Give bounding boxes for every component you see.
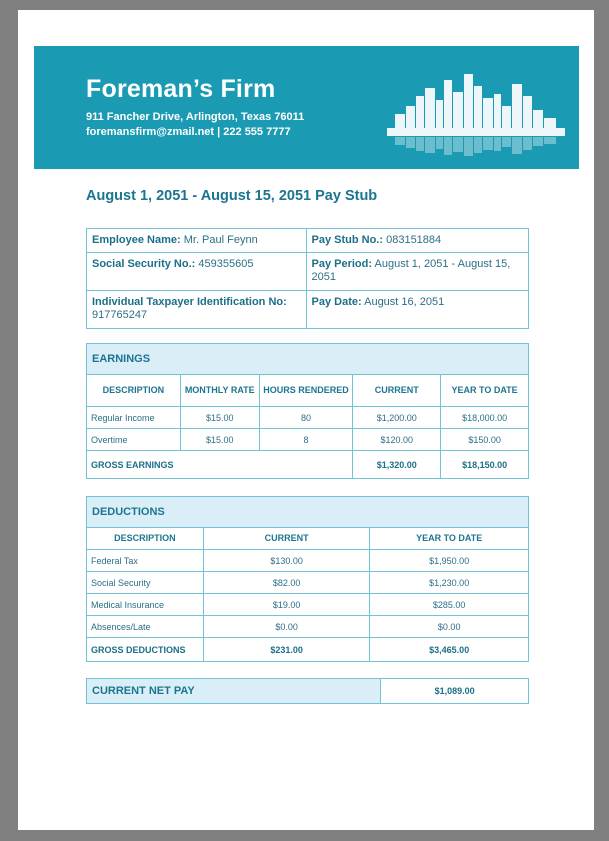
pay-stub-page xyxy=(18,10,594,830)
firm-address: 911 Fancher Drive, Arlington, Texas 76011 xyxy=(86,111,305,123)
pay-date-label: Pay Date: xyxy=(311,296,362,308)
earning-rate: $15.00 xyxy=(180,407,259,429)
employee-name-label: Employee Name: xyxy=(92,234,181,246)
gross-earnings-row xyxy=(87,451,529,479)
deduction-ytd: $1,950.00 xyxy=(370,550,529,572)
net-pay-table xyxy=(86,678,529,704)
net-pay-value: $1,089.00 xyxy=(381,679,529,704)
ssn-label: Social Security No.: xyxy=(92,258,196,270)
table-row xyxy=(87,550,529,572)
deduction-ytd: $285.00 xyxy=(370,594,529,616)
table-row xyxy=(87,616,529,638)
firm-name: Foreman’s Firm xyxy=(86,75,276,103)
city-skyline-icon xyxy=(387,66,565,156)
earnings-col-description: DESCRIPTION xyxy=(87,375,181,407)
pay-period-label: Pay Period: xyxy=(311,258,373,270)
employee-name-value: Mr. Paul Feynn xyxy=(183,234,258,246)
earning-ytd: $18,000.00 xyxy=(441,407,529,429)
earning-hours: 8 xyxy=(259,429,353,451)
earning-current: $1,200.00 xyxy=(353,407,441,429)
header-banner xyxy=(34,46,579,169)
deduction-current: $130.00 xyxy=(203,550,370,572)
page-title: August 1, 2051 - August 15, 2051 Pay Stub xyxy=(86,188,378,204)
deduction-ytd: $0.00 xyxy=(370,616,529,638)
firm-contact: foremansfirm@zmail.net | 222 555 7777 xyxy=(86,126,291,138)
deductions-table xyxy=(86,496,529,662)
earning-current: $120.00 xyxy=(353,429,441,451)
earning-ytd: $150.00 xyxy=(441,429,529,451)
employee-info-table xyxy=(86,228,529,329)
deductions-col-current: CURRENT xyxy=(203,528,370,550)
pay-stub-no-label: Pay Stub No.: xyxy=(311,234,384,246)
table-row xyxy=(87,429,529,451)
deductions-heading: DEDUCTIONS xyxy=(87,497,529,528)
pay-date-cell xyxy=(306,291,528,329)
table-row xyxy=(87,407,529,429)
earnings-col-hours-rendered: HOURS RENDERED xyxy=(259,375,353,407)
net-pay-label: CURRENT NET PAY xyxy=(87,679,381,704)
gross-deductions-row xyxy=(87,638,529,662)
gross-deductions-ytd: $3,465.00 xyxy=(370,638,529,662)
pay-stub-no-cell xyxy=(306,229,528,253)
pay-date-value: August 16, 2051 xyxy=(364,296,445,308)
earnings-col-ytd: YEAR TO DATE xyxy=(441,375,529,407)
pay-period-value: August 1, 2051 - August 15, 2051 xyxy=(311,258,511,283)
earning-hours: 80 xyxy=(259,407,353,429)
table-row xyxy=(87,594,529,616)
deduction-current: $19.00 xyxy=(203,594,370,616)
pay-period-cell xyxy=(306,253,528,291)
earning-description: Overtime xyxy=(87,429,181,451)
deduction-current: $0.00 xyxy=(203,616,370,638)
earnings-heading: EARNINGS xyxy=(87,344,529,375)
itin-cell xyxy=(87,291,307,329)
gross-earnings-current: $1,320.00 xyxy=(353,451,441,479)
employee-name-cell xyxy=(87,229,307,253)
deduction-description: Medical Insurance xyxy=(87,594,204,616)
deduction-description: Federal Tax xyxy=(87,550,204,572)
deduction-description: Social Security xyxy=(87,572,204,594)
earnings-col-monthly-rate: MONTHLY RATE xyxy=(180,375,259,407)
itin-label: Individual Taxpayer Identification No: xyxy=(92,296,287,308)
earnings-col-current: CURRENT xyxy=(353,375,441,407)
deduction-current: $82.00 xyxy=(203,572,370,594)
gross-earnings-ytd: $18,150.00 xyxy=(441,451,529,479)
ssn-cell xyxy=(87,253,307,291)
gross-deductions-label: GROSS DEDUCTIONS xyxy=(87,638,204,662)
earning-rate: $15.00 xyxy=(180,429,259,451)
gross-earnings-label: GROSS EARNINGS xyxy=(87,451,353,479)
earning-description: Regular Income xyxy=(87,407,181,429)
deductions-col-ytd: YEAR TO DATE xyxy=(370,528,529,550)
pay-stub-no-value: 083151884 xyxy=(386,234,442,246)
ssn-value: 459355605 xyxy=(198,258,254,270)
deduction-ytd: $1,230.00 xyxy=(370,572,529,594)
table-row xyxy=(87,572,529,594)
deduction-description: Absences/Late xyxy=(87,616,204,638)
itin-value: 917765247 xyxy=(92,309,148,321)
earnings-table xyxy=(86,343,529,479)
gross-deductions-current: $231.00 xyxy=(203,638,370,662)
deductions-col-description: DESCRIPTION xyxy=(87,528,204,550)
